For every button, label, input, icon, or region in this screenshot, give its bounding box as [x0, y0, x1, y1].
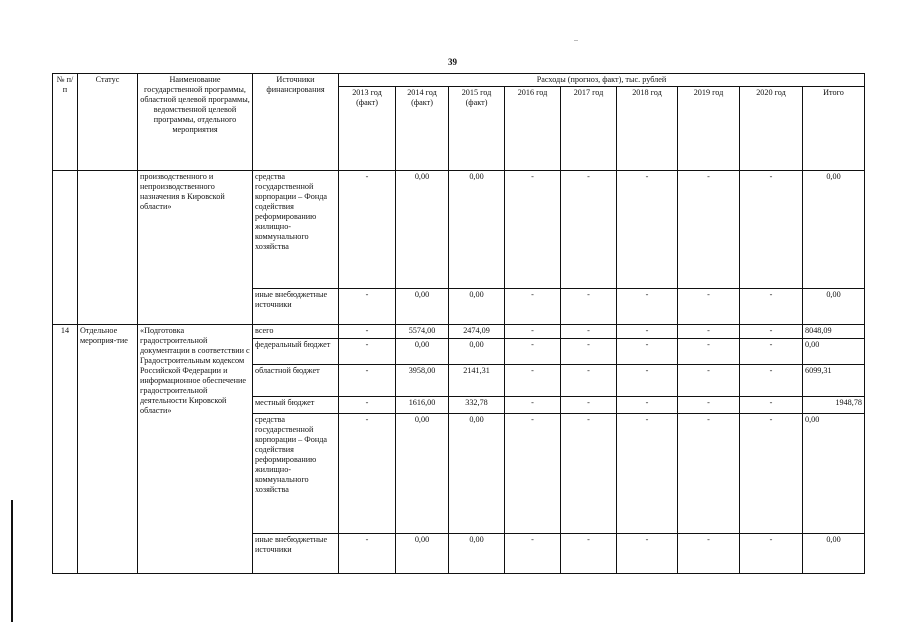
expenses-table — [52, 73, 865, 574]
source-cell: областной бюджет — [253, 365, 339, 397]
value-cell: 0,00 — [449, 339, 505, 365]
value-cell: 0,00 — [396, 289, 449, 325]
scan-speck — [574, 40, 578, 41]
source-cell: всего — [253, 325, 339, 339]
value-cell: - — [505, 414, 561, 534]
header-num: № п/п — [53, 74, 78, 171]
value-cell: - — [617, 365, 678, 397]
value-cell: - — [561, 325, 617, 339]
header-year: 2020 год — [740, 87, 803, 171]
header-name: Наименование государственной программы, областной целевой программы, ведомственной целевой программы, отдельного мероприятия — [138, 74, 253, 171]
table-row — [53, 171, 865, 289]
value-cell: 0,00 — [449, 414, 505, 534]
value-cell: - — [740, 534, 803, 574]
value-cell: 1616,00 — [396, 397, 449, 414]
value-cell: - — [740, 171, 803, 289]
value-cell: 0,00 — [396, 534, 449, 574]
source-cell: федеральный бюджет — [253, 339, 339, 365]
cont-num-cell — [53, 171, 78, 325]
value-cell: - — [678, 325, 740, 339]
value-cell: 0,00 — [449, 171, 505, 289]
value-cell: - — [505, 365, 561, 397]
value-cell: 5574,00 — [396, 325, 449, 339]
value-cell: - — [678, 414, 740, 534]
cont-name-cell: производственного и непроизводственного назначения в Кировской области» — [138, 171, 253, 325]
value-cell: - — [740, 325, 803, 339]
value-cell: - — [678, 171, 740, 289]
value-cell: - — [678, 339, 740, 365]
value-cell: - — [505, 534, 561, 574]
value-cell: 0,00 — [449, 534, 505, 574]
value-cell: 2474,09 — [449, 325, 505, 339]
value-cell: - — [617, 289, 678, 325]
value-cell: - — [617, 171, 678, 289]
value-cell: - — [561, 365, 617, 397]
total-cell: 0,00 — [803, 534, 865, 574]
header-sources: Источники финансирования — [253, 74, 339, 171]
value-cell: - — [740, 365, 803, 397]
source-cell: средства государственной корпорации – Фонда содействия реформированию жилищно-коммунального хозяйства — [253, 414, 339, 534]
value-cell: - — [505, 339, 561, 365]
scan-margin-line — [11, 500, 13, 622]
value-cell: 0,00 — [449, 289, 505, 325]
header-year: 2013 год (факт) — [339, 87, 396, 171]
value-cell: - — [740, 339, 803, 365]
value-cell: 0,00 — [396, 339, 449, 365]
value-cell: - — [561, 289, 617, 325]
value-cell: - — [339, 365, 396, 397]
source-cell: иные внебюджетные источники — [253, 289, 339, 325]
cont-status-cell — [78, 171, 138, 325]
value-cell: - — [339, 289, 396, 325]
total-cell: 0,00 — [803, 339, 865, 365]
value-cell: - — [339, 534, 396, 574]
header-year: 2015 год (факт) — [449, 87, 505, 171]
value-cell: - — [617, 534, 678, 574]
table-row — [53, 325, 865, 339]
header-year: 2016 год — [505, 87, 561, 171]
header-year: 2019 год — [678, 87, 740, 171]
header-status: Статус — [78, 74, 138, 171]
source-cell: иные внебюджетные источники — [253, 534, 339, 574]
value-cell: - — [678, 289, 740, 325]
value-cell: - — [740, 289, 803, 325]
value-cell: - — [339, 397, 396, 414]
value-cell: 0,00 — [396, 171, 449, 289]
page-number: 39 — [448, 57, 457, 67]
header-year: 2018 год — [617, 87, 678, 171]
value-cell: - — [505, 325, 561, 339]
value-cell: - — [339, 339, 396, 365]
value-cell: 332,78 — [449, 397, 505, 414]
value-cell: - — [505, 289, 561, 325]
value-cell: - — [339, 325, 396, 339]
value-cell: - — [678, 365, 740, 397]
source-cell: местный бюджет — [253, 397, 339, 414]
item-name-cell: «Подготовка градостроительной документации в соответствии с Градостроительным кодексом Российской Федерации и информационное обеспечение градостроительной деятельности Кировской области» — [138, 325, 253, 574]
item-num-cell: 14 — [53, 325, 78, 574]
total-cell: 0,00 — [803, 171, 865, 289]
value-cell: 0,00 — [396, 414, 449, 534]
value-cell: 3958,00 — [396, 365, 449, 397]
value-cell: - — [617, 414, 678, 534]
value-cell: - — [505, 397, 561, 414]
total-cell: 0,00 — [803, 289, 865, 325]
value-cell: - — [740, 397, 803, 414]
total-cell: 8048,09 — [803, 325, 865, 339]
value-cell: - — [339, 171, 396, 289]
value-cell: - — [617, 339, 678, 365]
value-cell: 2141,31 — [449, 365, 505, 397]
value-cell: - — [561, 534, 617, 574]
value-cell: - — [617, 325, 678, 339]
value-cell: - — [561, 339, 617, 365]
source-cell: средства государственной корпорации – Фонда содействия реформированию жилищно-коммунального хозяйства — [253, 171, 339, 289]
value-cell: - — [617, 397, 678, 414]
value-cell: - — [678, 534, 740, 574]
value-cell: - — [561, 414, 617, 534]
header-row-1 — [53, 74, 865, 87]
header-expenses: Расходы (прогноз, факт), тыс. рублей — [339, 74, 865, 87]
value-cell: - — [561, 171, 617, 289]
item-status-cell: Отдельное мероприя-тие — [78, 325, 138, 574]
value-cell: - — [339, 414, 396, 534]
total-cell: 1948,78 — [803, 397, 865, 414]
value-cell: - — [678, 397, 740, 414]
value-cell: - — [505, 171, 561, 289]
header-year: 2017 год — [561, 87, 617, 171]
header-year: 2014 год (факт) — [396, 87, 449, 171]
total-cell: 6099,31 — [803, 365, 865, 397]
value-cell: - — [561, 397, 617, 414]
header-total: Итого — [803, 87, 865, 171]
total-cell: 0,00 — [803, 414, 865, 534]
value-cell: - — [740, 414, 803, 534]
